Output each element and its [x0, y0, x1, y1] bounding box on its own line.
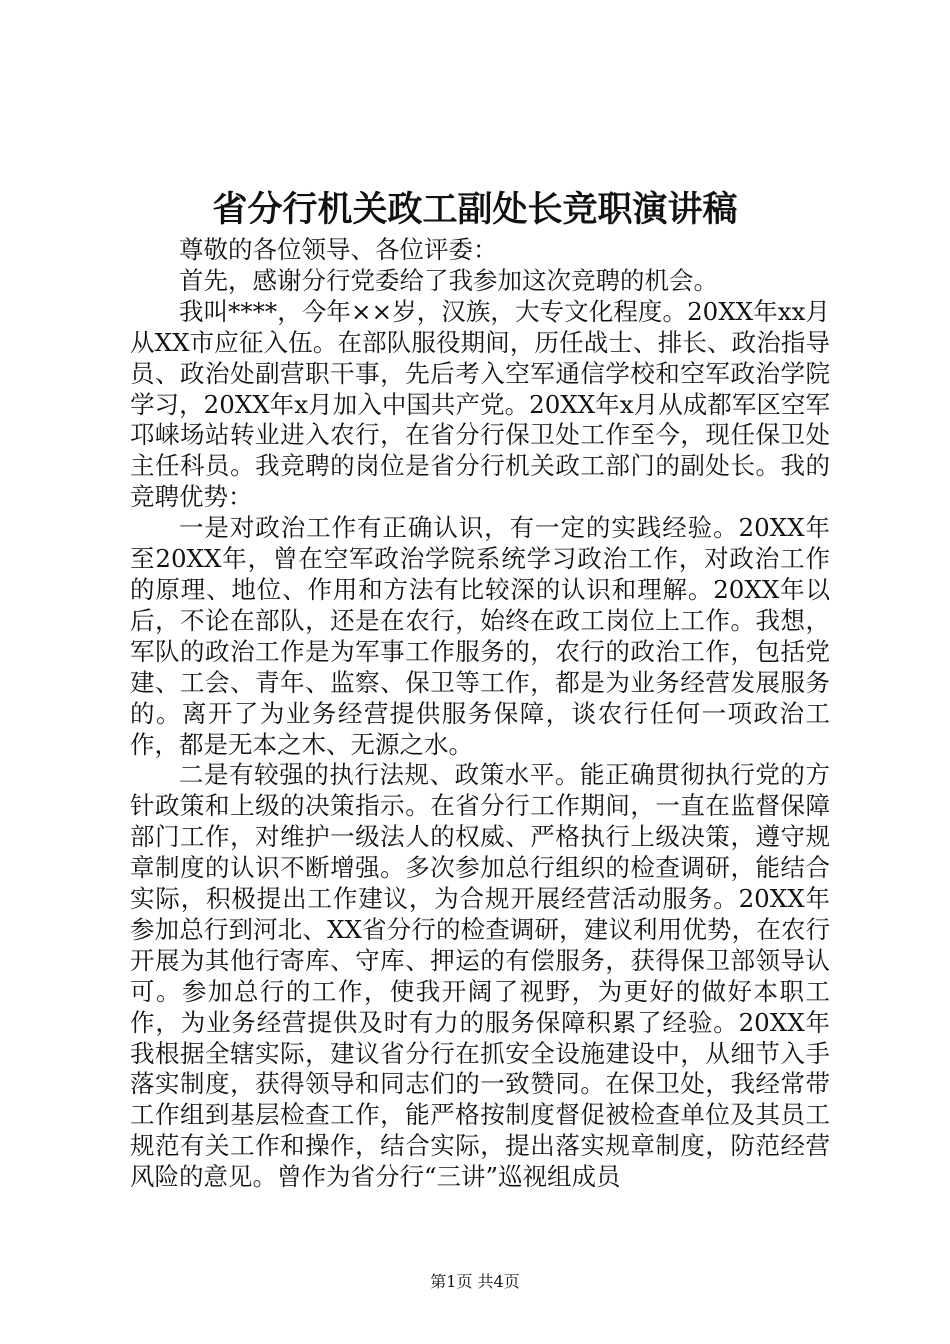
paragraph-advantage-one: 一是对政治工作有正确认识，有一定的实践经验。20XX年至20XX年，曾在空军政治学院系统学习政治工作，对政治工作的原理、地位、作用和方法有比较深的认识和理解。20XX年以后，不论在部队，还是在农行，始终在政工岗位上工作。我想，军队的政治工作是为军事工作服务的，农行的政治工作，包括党建、工会、青年、监察、保卫等工作，都是为业务经营发展服务的。离开了为业务经营提供服务保障，谈农行任何一项政治工作，都是无本之木、无源之水。	[130, 513, 830, 759]
paragraph-introduction: 我叫****，今年××岁，汉族，大专文化程度。20XX年xx月从XX市应征入伍。在部队服役期间，历任战士、排长、政治指导员、政治处副营职干事，先后考入空军通信学校和空军政治学院学习，20XX年x月加入中国共产党。20XX年x月从成都军区空军邛崃场站转业进入农行，在省分行保卫处工作至今，现任保卫处主任科员。我竞聘的岗位是省分行机关政工部门的副处长。我的竞聘优势：	[130, 296, 830, 512]
page-footer: 第1页 共4页	[430, 1272, 520, 1291]
paragraph-salutation: 尊敬的各位领导、各位评委：	[179, 235, 498, 264]
document-body	[130, 235, 830, 1193]
paragraph-advantage-two: 二是有较强的执行法规、政策水平。能正确贯彻执行党的方针政策和上级的决策指示。在省分行工作期间，一直在监督保障部门工作，对维护一级法人的权威、严格执行上级决策，遵守规章制度的认识不断增强。多次参加总行组织的检查调研，能结合实际，积极提出工作建议，为合规开展经营活动服务。20XX年参加总行到河北、XX省分行的检查调研，建议利用优势，在农行开展为其他行寄库、守库、押运的有偿服务，获得保卫部领导认可。参加总行的工作，使我开阔了视野，为更好的做好本职工作，为业务经营提供及时有力的服务保障积累了经验。20XX年我根据全辖实际，建议省分行在抓安全设施建设中，从细节入手落实制度，获得领导和同志们的一致赞同。在保卫处，我经常带工作组到基层检查工作，能严格按制度督促被检查单位及其员工规范有关工作和操作，结合实际，提出落实规章制度，防范经营风险的意见。曾作为省分行“三讲”巡视组成员	[130, 760, 830, 1192]
paragraph-thanks: 首先，感谢分行党委给了我参加这次竞聘的机会。	[179, 265, 718, 295]
document-title: 省分行机关政工副处长竞职演讲稿	[212, 189, 738, 230]
